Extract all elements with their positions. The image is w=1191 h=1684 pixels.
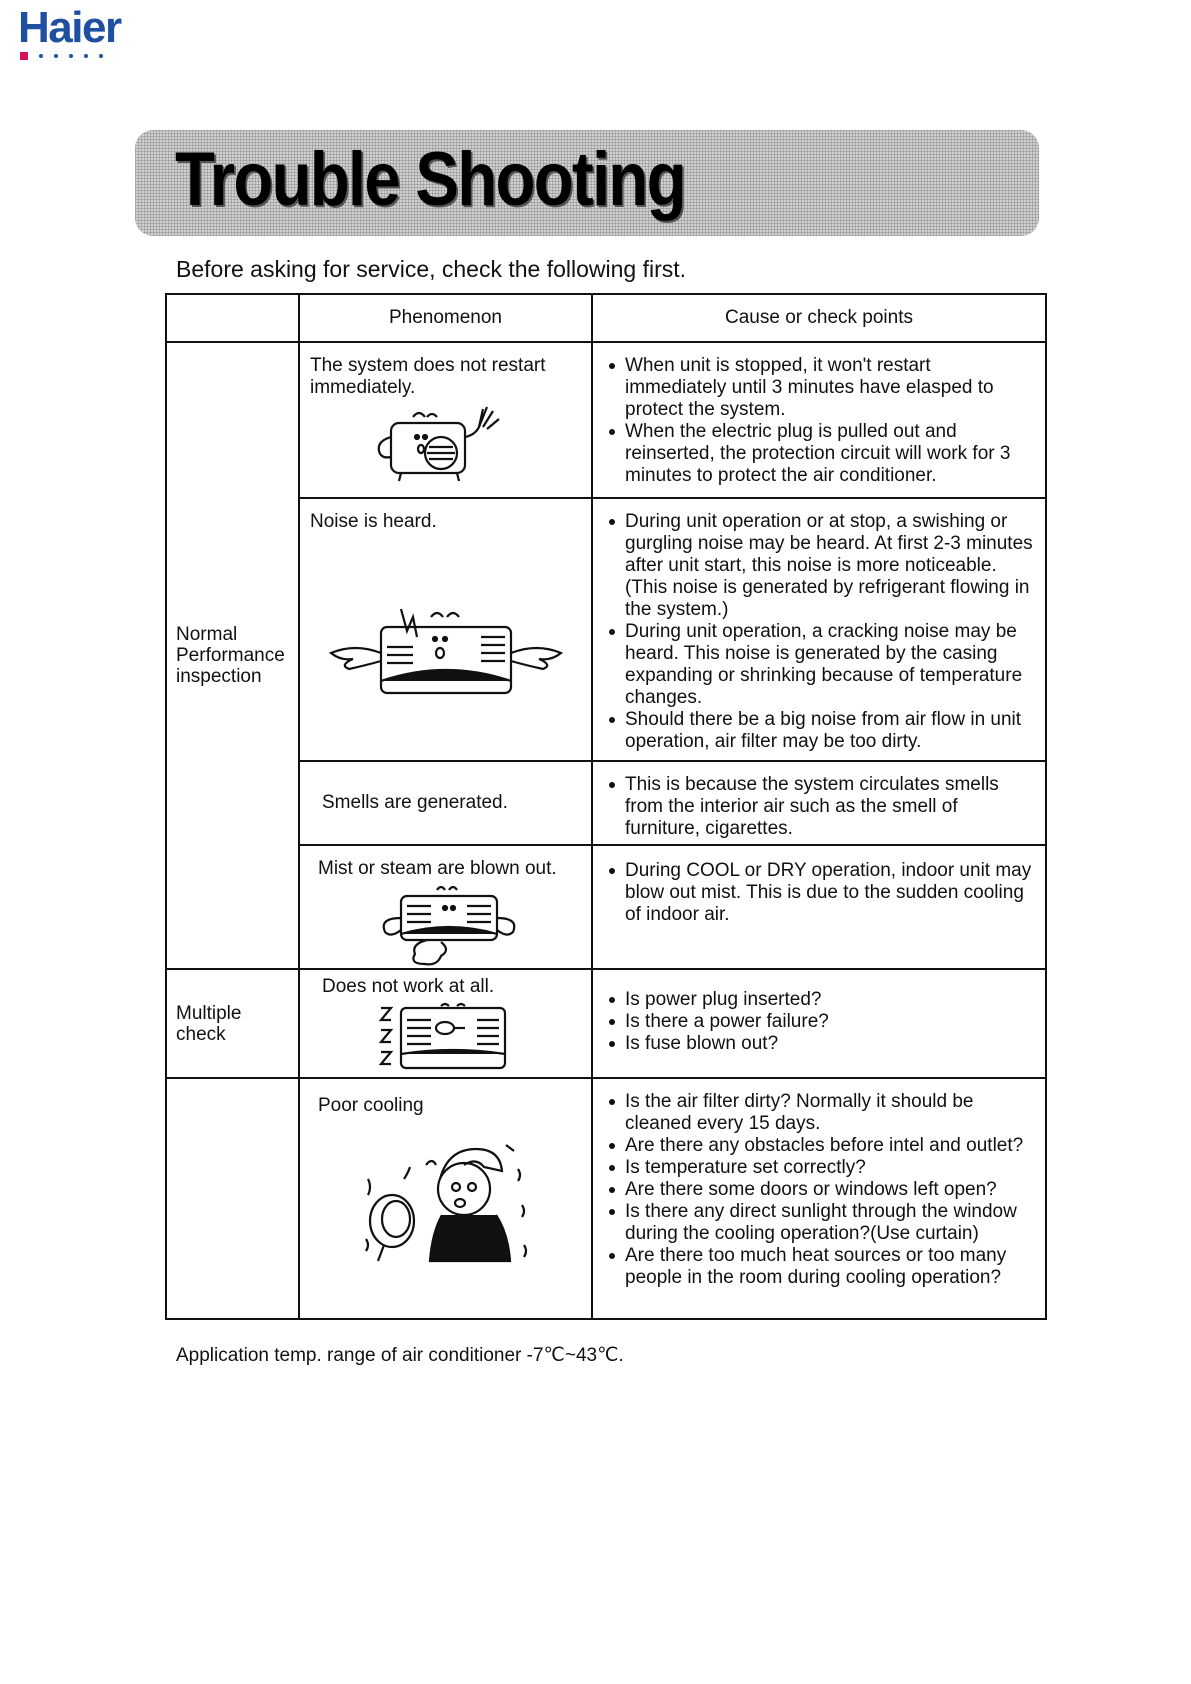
cause-item: This is because the system circulates smells from the interior air such as the smell of furniture, cigarettes. [607,774,1035,840]
header-cause: Cause or check points [592,294,1046,342]
phenomenon-cell [299,761,592,845]
cause-item: During unit operation, a cracking noise may be heard. This noise is generated by the casing expanding or shrinking because of temperature changes. [607,621,1035,709]
category-line: Multiple [176,1002,242,1024]
phenomenon-text: The system does not restart immediately. [310,355,546,398]
cause-item: Are there some doors or windows left open? [607,1179,1035,1201]
title-banner [135,130,1039,236]
category-multiple-check [166,969,299,1078]
cause-item: Is power plug inserted? [607,989,1035,1011]
cause-item: When unit is stopped, it won't restart immediately until 3 minutes have elasped to protect the system. [607,355,1035,421]
cause-cell [592,969,1046,1078]
noisy-ac-unit-illustration [321,603,571,703]
phenomenon-text: Smells are generated. [322,792,508,813]
phenomenon-cell [299,342,592,498]
cause-item: When the electric plug is pulled out and reinserted, the protection circuit will work for 3 minutes to protect the air conditioner. [607,421,1035,487]
cause-cell [592,761,1046,845]
hot-person-fanning-illustration [346,1135,546,1265]
table-row [166,969,1046,1078]
phenomenon-cell [299,969,592,1078]
cause-item: Are there too much heat sources or too many people in the room during cooling operation? [607,1245,1035,1289]
category-line: Normal [176,624,238,645]
cause-item: Is fuse blown out? [607,1033,1035,1055]
header-category [166,294,299,342]
table-row [166,1078,1046,1319]
cause-list [607,511,1035,753]
brand-name: Haier [18,3,121,52]
cause-item: Is there a power failure? [607,1011,1035,1033]
category-normal-performance [166,342,299,969]
phenomenon-text: Mist or steam are blown out. [318,858,557,879]
category-empty [166,1078,299,1319]
page-title: Trouble Shooting [175,137,685,222]
header-row [166,294,1046,342]
mist-ac-unit-illustration [361,884,531,966]
phenomenon-text: Does not work at all. [322,976,495,997]
cause-cell [592,498,1046,761]
application-temp-note: Application temp. range of air conditioner -7℃~43℃. [176,1345,624,1366]
category-line: inspection [176,666,262,687]
phenomenon-text: Poor cooling [318,1095,424,1116]
header-phenomenon: Phenomenon [299,294,592,342]
intro-text: Before asking for service, check the following first. [176,256,687,282]
cause-item: Is the air filter dirty? Normally it should be cleaned every 15 days. [607,1091,1035,1135]
cause-list [607,860,1035,926]
haier-logo [18,2,121,60]
cause-item: During COOL or DRY operation, indoor unit may blow out mist. This is due to the sudden cooling of indoor air. [607,860,1035,926]
ac-unit-waving-illustration [361,403,531,483]
cause-list [607,989,1035,1055]
cause-item: Is temperature set correctly? [607,1157,1035,1179]
sleeping-ac-unit-illustration [371,1002,521,1074]
cause-list [607,774,1035,840]
trouble-shooting-table [165,293,1047,1320]
phenomenon-cell [299,498,592,761]
category-line: Performance [176,645,285,666]
phenomenon-cell [299,1078,592,1319]
cause-item: Are there any obstacles before intel and outlet? [607,1135,1035,1157]
cause-list [607,1091,1035,1289]
cause-item: During unit operation or at stop, a swishing or gurgling noise may be heard. At first 2-3 minutes after unit start, this noise is more noticeable. (This noise is generated by refrigerant flowing in the system.) [607,511,1035,621]
cause-list [607,355,1035,487]
category-line: check [176,1023,226,1045]
cause-item: Should there be a big noise from air flow in unit operation, air filter may be too dirty. [607,709,1035,753]
cause-item: Is there any direct sunlight through the window during the cooling operation?(Use curtain) [607,1201,1035,1245]
phenomenon-text: Noise is heard. [310,511,437,532]
phenomenon-cell [299,845,592,969]
cause-cell [592,845,1046,969]
cause-cell [592,1078,1046,1319]
cause-cell [592,342,1046,498]
table-row [166,342,1046,498]
